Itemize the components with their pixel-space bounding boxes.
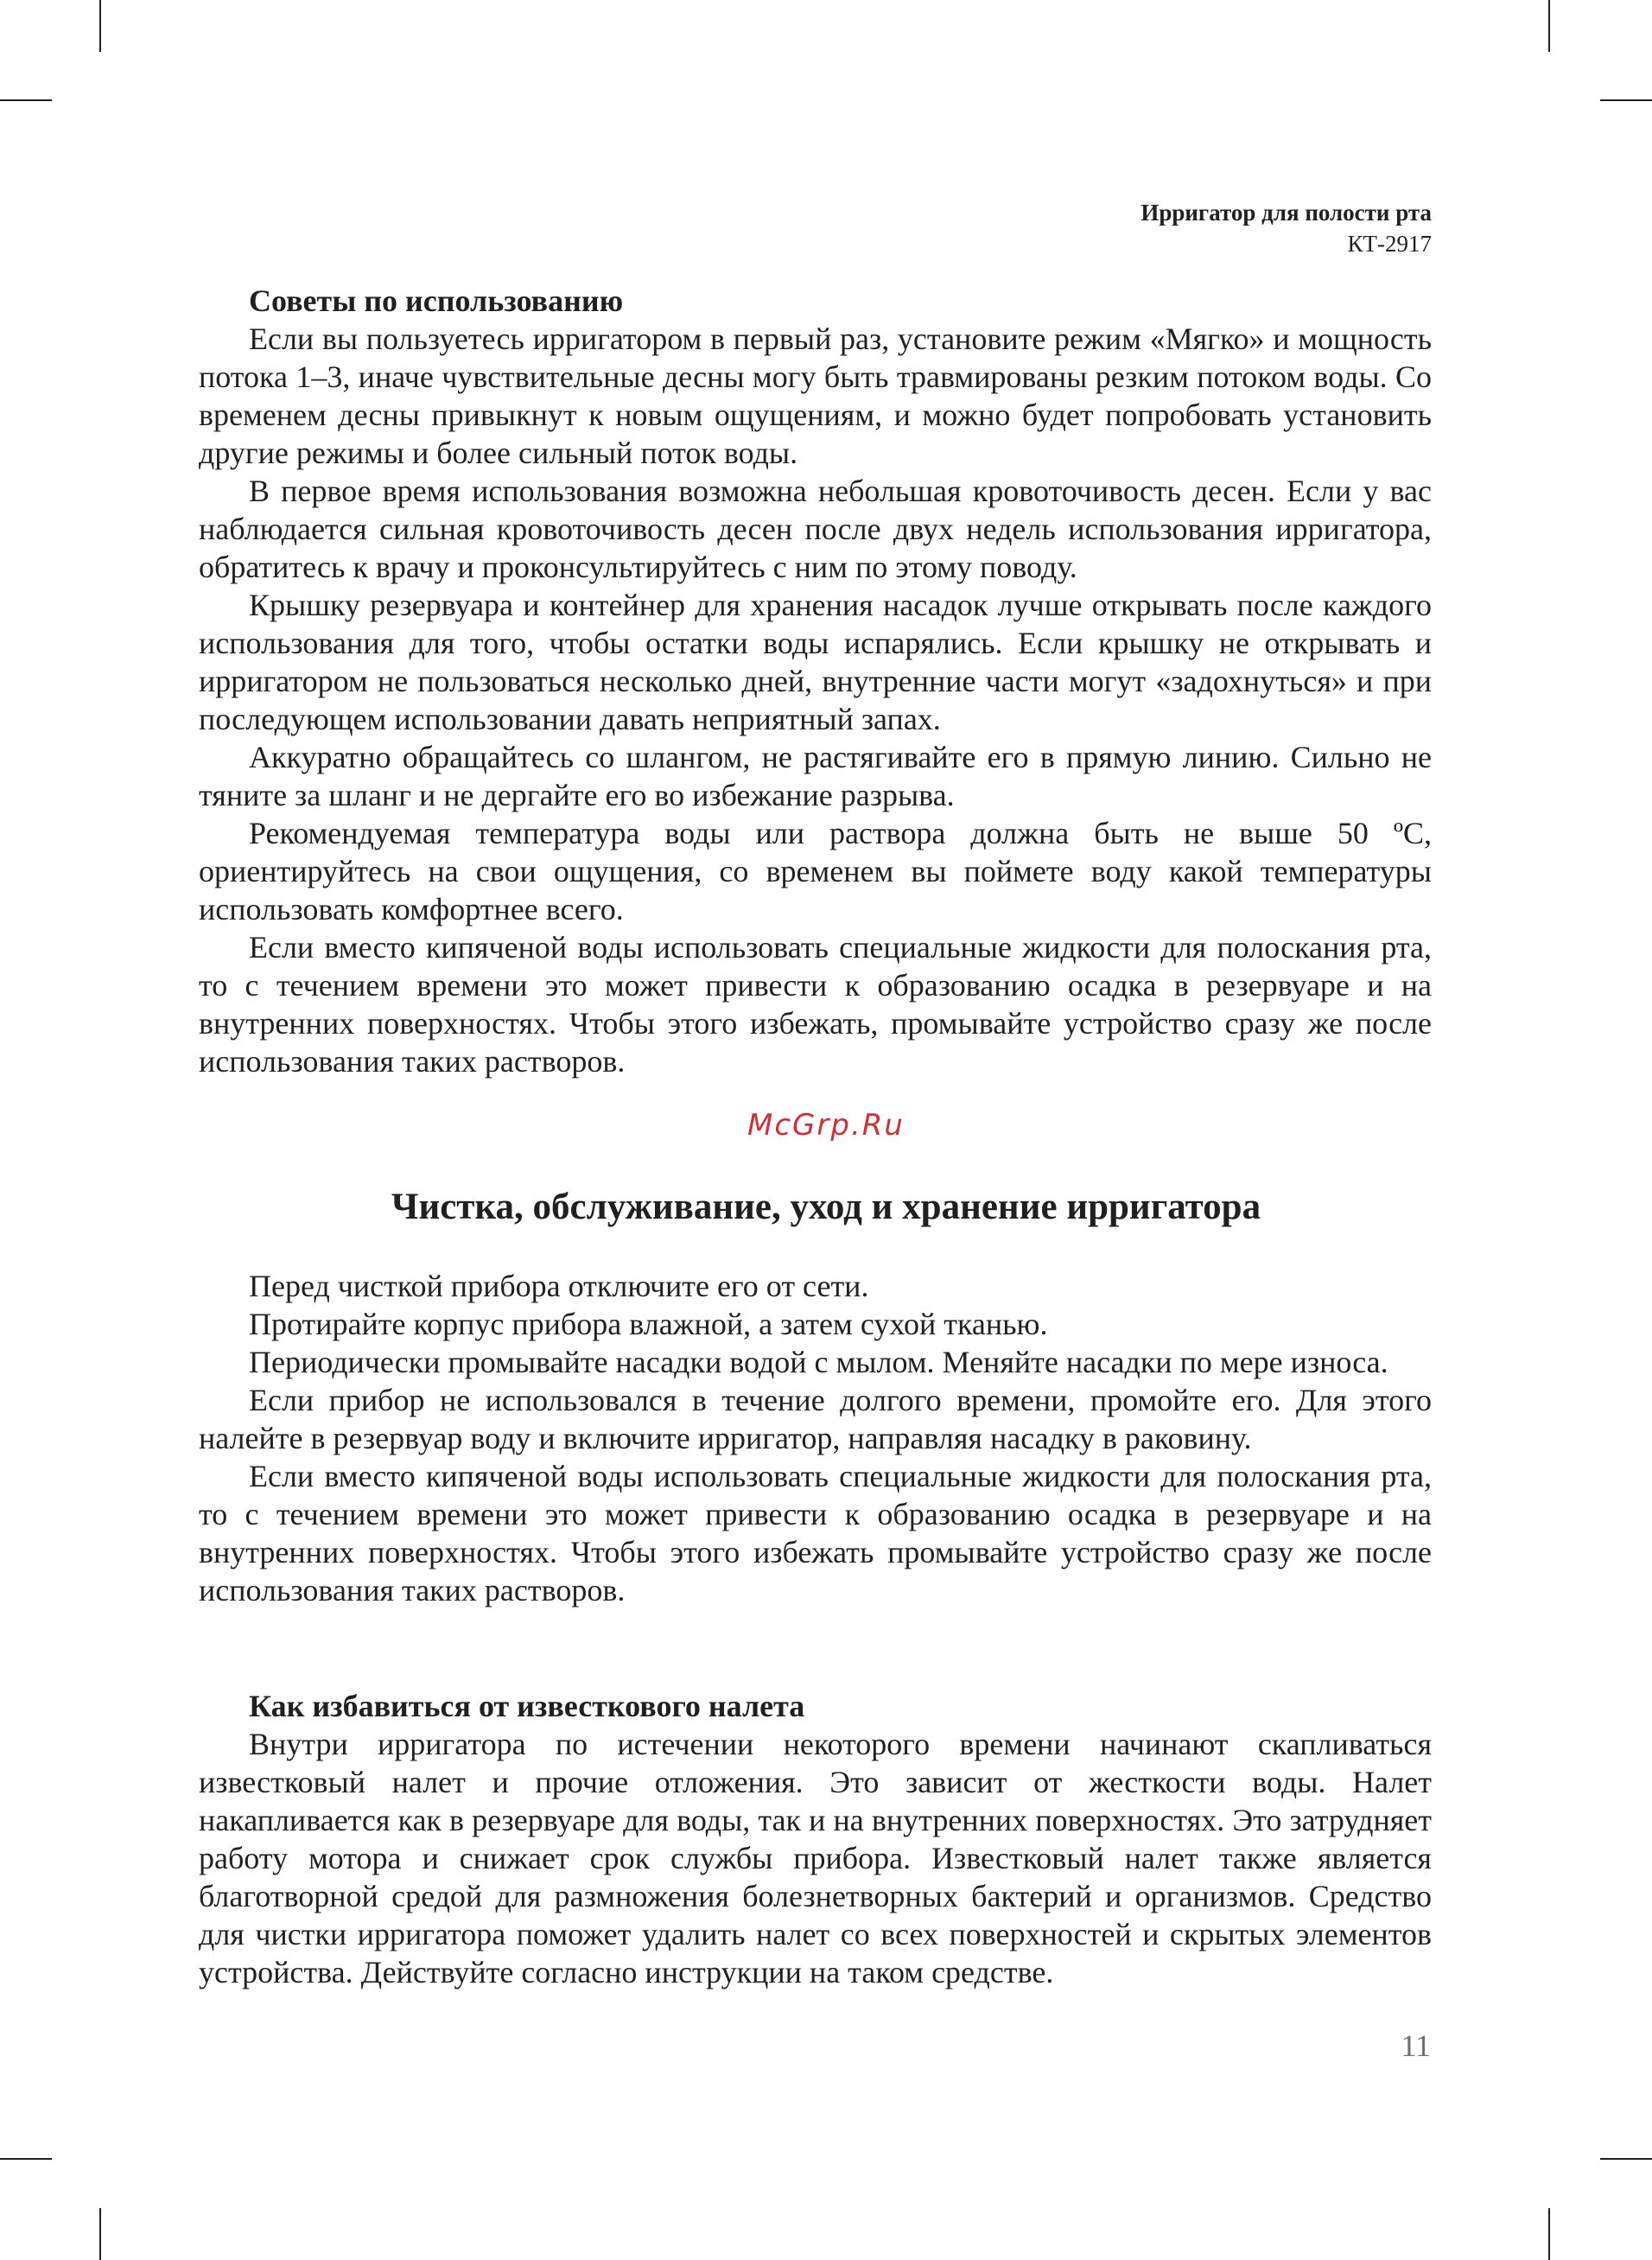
paragraph: В первое время использования возможна небольшая кровоточивость десен. Если у вас наблюдается сильная кровоточивость десен после двух недель использования ирригатора, обратитесь к врачу и проконсультируйтесь с ним по этому поводу.	[199, 474, 1432, 584]
crop-mark	[1600, 2158, 1652, 2160]
crop-mark	[1548, 0, 1550, 52]
limescale-section	[199, 1687, 1432, 1991]
header-model: КТ-2917	[1347, 231, 1432, 257]
watermark: McGrp.Ru	[747, 1108, 905, 1143]
crop-mark	[99, 0, 101, 52]
paragraph: Периодически промывайте насадки водой с мылом. Меняйте насадки по мере износа.	[249, 1345, 1388, 1379]
paragraph: Если прибор не использовался в течение долгого времени, промойте его. Для этого налейте в резервуар воду и включите ирригатор, направляя насадку в раковину.	[199, 1383, 1432, 1455]
paragraph: Рекомендуемая температура воды или раствора должна быть не выше 50 ºС, ориентируйтесь на свои ощущения, со временем вы поймете воду какой температуры использовать комфортнее всего.	[199, 816, 1432, 926]
crop-mark	[0, 2158, 52, 2160]
cleaning-section	[199, 1267, 1432, 1609]
paragraph: Перед чисткой прибора отключите его от сети.	[249, 1269, 869, 1303]
paragraph: Внутри ирригатора по истечении некоторого времени начинают скапливаться известковый налет и прочие отложения. Это зависит от жесткости воды. Налет накапливается как в резервуаре для воды, так и на внутренних поверхностях. Это затрудняет работу мотора и снижает срок службы прибора. Известковый налет также является благотворной средой для размножения болезнетворных бактерий и организмов. Средство для чистки ирригатора поможет удалить налет со всех поверхностей и скрытых элементов устройства. Действуйте согласно инструкции на таком средстве.	[199, 1727, 1432, 1989]
page-number: 11	[1401, 2028, 1431, 2063]
section-heading: Чистка, обслуживание, уход и хранение ирригатора	[391, 1187, 1261, 1227]
paragraph: Аккуратно обращайтесь со шлангом, не растягивайте его в прямую линию. Сильно не тяните за шланг и не дергайте его во избежание разрыва.	[199, 740, 1432, 812]
header-title: Ирригатор для полости рта	[1141, 200, 1432, 226]
usage-tips-subheading: Советы по использованию	[249, 283, 624, 318]
running-header	[1141, 197, 1432, 259]
paragraph: Если вместо кипяченой воды использовать специальные жидкости для полоскания рта, то с течением времени это может привести к образованию осадка в резервуаре и на внутренних поверхностях. Чтобы этого избежать промывайте устройство сразу же после использования таких растворов.	[199, 1459, 1432, 1607]
crop-mark	[0, 99, 52, 101]
paragraph: Если вы пользуетесь ирригатором в первый раз, установите режим «Мягко» и мощность потока 1–3, иначе чувствительные десны могу быть травмированы резким потоком воды. Со временем десны привыкнут к новым ощущениям, и можно будет попробовать установить другие режимы и более сильный поток воды.	[199, 321, 1432, 470]
paragraph: Крышку резервуара и контейнер для хранения насадок лучше открывать после каждого использования для того, чтобы остатки воды испарялись. Если крышку не открывать и ирригатором не пользоваться несколько дней, внутренние части могут «задохнуться» и при последующем использовании давать неприятный запах.	[199, 588, 1432, 736]
paragraph: Протирайте корпус прибора влажной, а затем сухой тканью.	[249, 1307, 1048, 1341]
crop-mark	[99, 2208, 101, 2260]
usage-tips-section	[199, 282, 1432, 1080]
crop-mark	[1600, 99, 1652, 101]
limescale-subheading: Как избавиться от известкового налета	[249, 1689, 805, 1723]
paragraph: Если вместо кипяченой воды использовать специальные жидкости для полоскания рта, то с течением времени это может привести к образованию осадка в резервуаре и на внутренних поверхностях. Чтобы этого избежать, промывайте устройство сразу же после использования таких растворов.	[199, 930, 1432, 1079]
crop-mark	[1548, 2208, 1550, 2260]
